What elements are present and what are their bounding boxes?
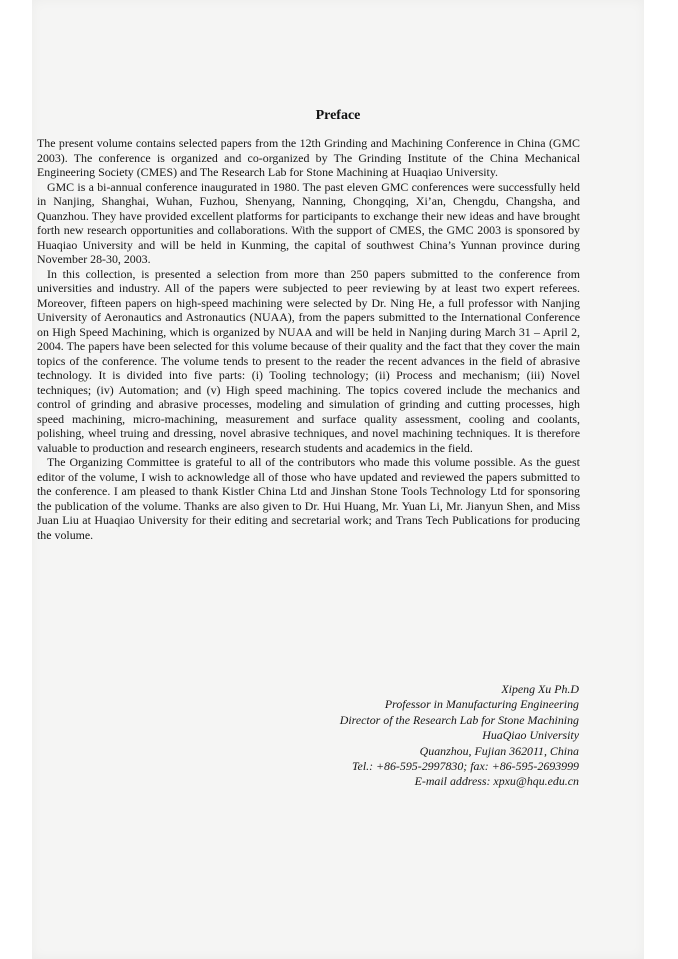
paragraph: GMC is a bi-annual conference inaugurated in 1980. The past eleven GMC conferences were successfully held in Nanjing, Shanghai, Wuhan, Fuzhou, Shenyang, Nanning, Chongqing, Xi’an, Chengdu, Changsha, and Quanzhou. They have provided excellent platforms for participants to exchange their new ideas and have brought forth new research opportunities and collaborations. With the support of CMES, the GMC 2003 is sponsored by Huaqiao University and will be held in Kunming, the capital of southwest China’s Yunnan province during November 28-30, 2003. xyxy=(37,179,580,266)
author-position: Director of the Research Lab for Stone Machining xyxy=(339,712,579,727)
author-name: Xipeng Xu Ph.D xyxy=(501,682,579,696)
page-title: Preface xyxy=(315,108,361,123)
signature-block xyxy=(239,682,579,790)
paragraph: In this collection, is presented a selection from more than 250 papers submitted to the conference from universities and industry. All of the papers were subjected to peer reviewing by at least two expert referees. Moreover, fifteen papers on high-speed machining were selected by Dr. Ning He, a full professor with Nanjing University of Aeronautics and Astronautics (NUAA), from the papers submitted to the International Conference on High Speed Machining, which is organized by NUAA and will be held in Nanjing during March 31 – April 2, 2004. The papers have been selected for this volume because of their quality and the fact that they cover the main topics of the conference. The volume tends to present to the reader the recent advances in the field of abrasive technology. It is divided into five parts: (i) Tooling technology; (ii) Process and mechanism; (iii) Novel techniques; (iv) Automation; and (v) High speed machining. The topics covered include the mechanics and control of grinding and abrasive processes, modeling and simulation of grinding and cutting processes, high speed machining, micro-machining, measurement and surface quality assessment, cooling and coolants, polishing, wheel truing and dressing, novel abrasive techniques, and novel machining techniques. It is therefore valuable to production and research engineers, research students and academics in the field. xyxy=(37,266,580,455)
author-institution: HuaQiao University xyxy=(482,728,579,743)
author-address: Quanzhou, Fujian 362011, China xyxy=(419,743,579,758)
author-email: E-mail address: xpxu@hqu.edu.cn xyxy=(414,774,579,789)
author-phone-fax: Tel.: +86-595-2997830; fax: +86-595-2693999 xyxy=(352,759,579,774)
preface-body xyxy=(37,136,580,542)
paragraph: The Organizing Committee is grateful to all of the contributors who made this volume possible. As the guest editor of the volume, I wish to acknowledge all of those who have updated and reviewed the papers submitted to the conference. I am pleased to thank Kistler China Ltd and Jinshan Stone Tools Technology Ltd for sponsoring the publication of the volume. Thanks are also given to Dr. Hui Huang, Mr. Yuan Li, Mr. Jianyun Shen, and Miss Juan Liu at Huaqiao University for their editing and secretarial work; and Trans Tech Publications for producing the volume. xyxy=(37,455,580,542)
author-title: Professor in Manufacturing Engineering xyxy=(384,697,579,712)
paragraph: The present volume contains selected papers from the 12th Grinding and Machining Conference in China (GMC 2003). The conference is organized and co-organized by The Grinding Institute of the China Mechanical Engineering Society (CMES) and The Research Lab for Stone Machining at Huaqiao University. xyxy=(37,136,580,179)
